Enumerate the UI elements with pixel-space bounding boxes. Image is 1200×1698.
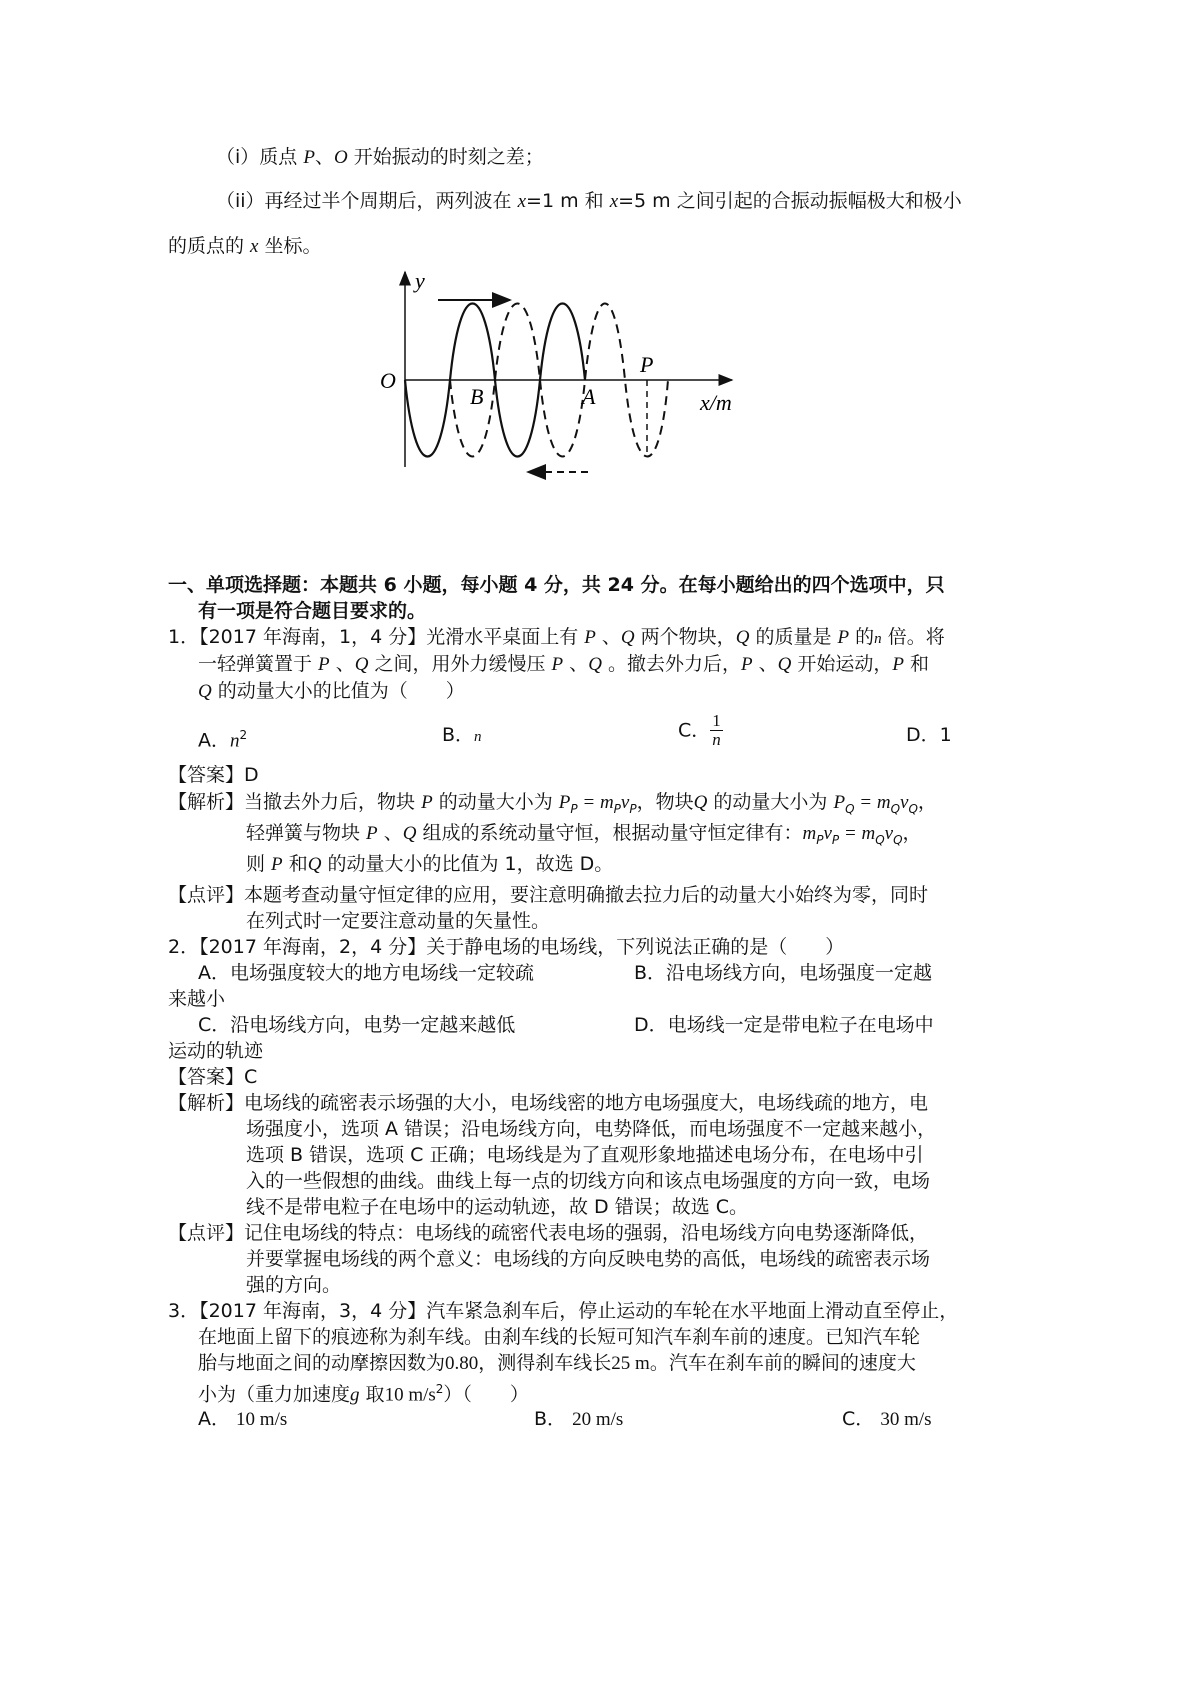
- q1-line-2: 一轻弹簧置于 P 、Q 之间，用外力缓慢压 P 、Q 。撤去外力后，P 、Q 开始运动，P 和: [198, 653, 930, 675]
- q1-comment-line-1: 【点评】本题考查动量守恒定律的应用，要注意明确撤去拉力后的动量大小始终为零，同时: [168, 884, 929, 906]
- q1-option-a: A．$n^2$: [198, 728, 248, 752]
- q1-option-b: B．n: [442, 724, 482, 746]
- q2-comment-line-3: 强的方向。: [246, 1274, 342, 1296]
- q2-answer: 【答案】C: [168, 1066, 258, 1088]
- q2-stem: 2．【2017 年海南，2，4 分】关于静电场的电场线，下列说法正确的是（ ）: [168, 936, 845, 958]
- origin-label: O: [380, 368, 396, 393]
- part-ii-line-2: 的质点的 x 坐标。: [168, 235, 322, 257]
- q3-option-c: C． 30 m/s: [842, 1408, 932, 1430]
- part-ii-line-1: （ii）再经过半个周期后，两列波在 x=1 m 和 x=5 m 之间引起的合振动振幅极大和极小: [216, 190, 962, 212]
- x-label: x/m: [700, 390, 732, 415]
- q2-option-c: C．沿电场线方向，电势一定越来越低: [198, 1014, 516, 1036]
- q2-comment-line-1: 【点评】记住电场线的特点：电场线的疏密代表电场的强弱，沿电场线方向电势逐渐降低，: [168, 1222, 929, 1244]
- q3-line-2: 在地面上留下的痕迹称为刹车线。由刹车线的长短可知汽车刹车前的速度。已知汽车轮: [198, 1326, 921, 1348]
- q1-comment-line-2: 在列式时一定要注意动量的矢量性。: [246, 910, 551, 932]
- q2-analysis-line-2: 场强度小，选项 A 错误；沿电场线方向，电势降低，而电场强度不一定越来越小，: [246, 1118, 937, 1140]
- q2-comment-line-2: 并要掌握电场线的两个意义：电场线的方向反映电势的高低，电场线的疏密表示场: [246, 1248, 931, 1270]
- y-label: y: [415, 268, 425, 293]
- q2-analysis-line-5: 线不是带电粒子在电场中的运动轨迹，故 D 错误；故选 C。: [246, 1196, 749, 1218]
- q1-analysis-line-3: 则 P 和Q 的动量大小的比值为 1，故选 D。: [246, 853, 614, 875]
- wave-figure: [360, 262, 760, 487]
- q2-option-b: B．沿电场线方向，电场强度一定越: [634, 962, 933, 984]
- q1-answer: 【答案】D: [168, 764, 259, 786]
- q2-analysis-line-4: 入的一些假想的曲线。曲线上每一点的切线方向和该点电场强度的方向一致，电场: [246, 1170, 931, 1192]
- q1-option-c: C． $\frac{1}{n}$: [678, 711, 721, 749]
- q1-analysis-line-2: 轻弹簧与物块 P 、Q 组成的系统动量守恒，根据动量守恒定律有：$m_Pv_P = m_Qv_Q$，: [246, 822, 922, 847]
- part-i: （i）质点 P、O 开始振动的时刻之差；: [216, 146, 544, 168]
- q2-analysis-line-3: 选项 B 错误，选项 C 正确；电场线是为了直观形象地描述电场分布，在电场中引: [246, 1144, 924, 1166]
- section-heading-line-1: 一、单项选择题：本题共 6 小题，每小题 4 分，共 24 分。在每小题给出的四个选项中，只: [168, 574, 945, 596]
- q3-line-4: 小为（重力加速度g 取10 $m/s^2$）（ ）: [198, 1382, 529, 1406]
- q3-line-3: 胎与地面之间的动摩擦因数为0.80，测得刹车线长25 m。汽车在刹车前的瞬间的速度大: [198, 1352, 916, 1374]
- q1-line-3: Q 的动量大小的比值为（ ）: [198, 680, 465, 702]
- fraction-one-over-n: $\frac{1}{n}$: [712, 711, 721, 749]
- q2-option-b-cont: 来越小: [168, 988, 226, 1010]
- q2-option-d: D．电场线一定是带电粒子在电场中: [634, 1014, 934, 1036]
- q1-option-d: D．1: [906, 724, 952, 746]
- q2-option-d-cont: 运动的轨迹: [168, 1040, 264, 1062]
- q3-line-1: 3．【2017 年海南，3，4 分】汽车紧急刹车后，停止运动的车轮在水平地面上滑动直至停止，: [168, 1300, 959, 1322]
- section-heading-line-2: 有一项是符合题目要求的。: [198, 600, 427, 622]
- point-p-label: P: [640, 352, 654, 377]
- q1-line-1: 1．【2017 年海南，1，4 分】光滑水平桌面上有 P 、Q 两个物块，Q 的质量是 P 的n 倍。将: [168, 626, 945, 648]
- point-b-label: B: [470, 384, 484, 409]
- point-a-label: A: [582, 384, 596, 409]
- q1-analysis-line-1: 【解析】当撤去外力后，物块 P 的动量大小为 $P_P = m_Pv_P$，物块Q 的动量大小为 $P_Q = m_Qv_Q$，: [168, 791, 937, 816]
- q3-option-a: A． 10 m/s: [198, 1408, 288, 1430]
- q3-option-b: B． 20 m/s: [534, 1408, 624, 1430]
- q2-analysis-line-1: 【解析】电场线的疏密表示场强的大小，电场线密的地方电场强度大，电场线疏的地方，电: [168, 1092, 929, 1114]
- q2-option-a: A．电场强度较大的地方电场线一定较疏: [198, 962, 534, 984]
